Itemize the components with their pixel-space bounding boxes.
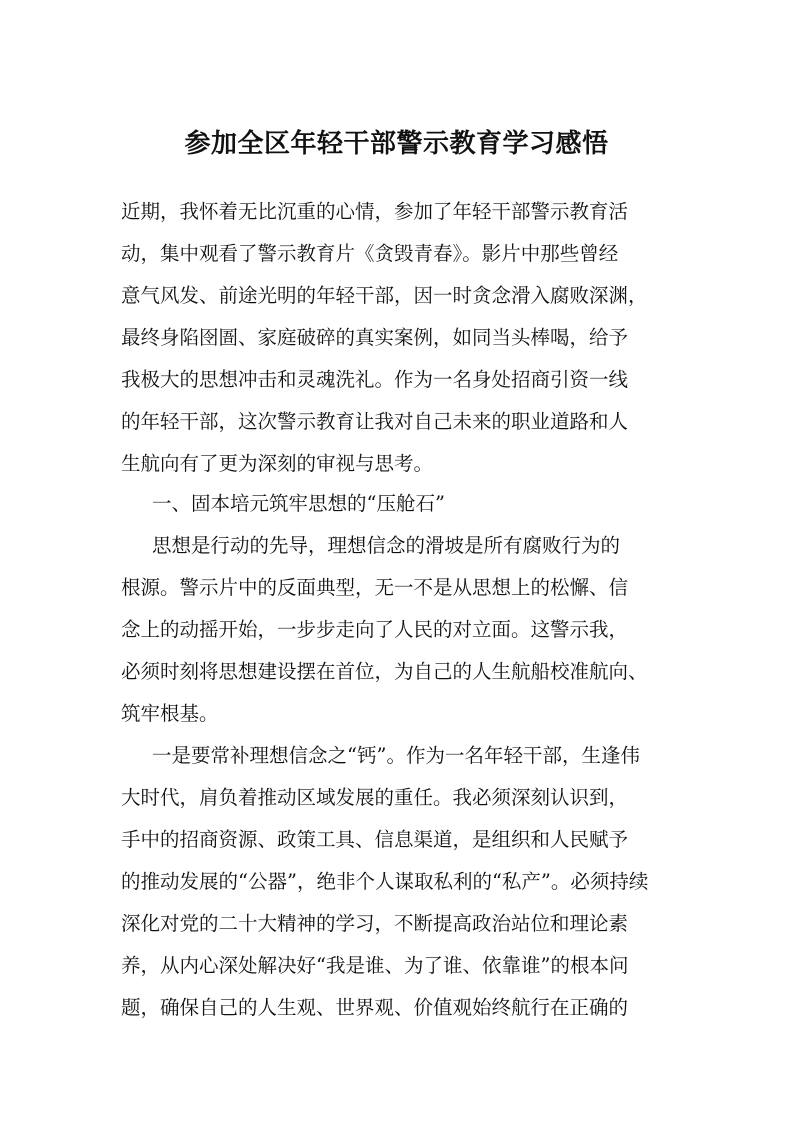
paragraph-line: 筑牢根基。: [121, 702, 219, 725]
paragraph-line: 思想是行动的先导，理想信念的滑坡是所有腐败行为的: [152, 534, 621, 557]
paragraph-line: 意气风发、前途光明的年轻干部，因一时贪念滑入腐败深渊，: [121, 284, 648, 307]
paragraph-line: 近期，我怀着无比沉重的心情，参加了年轻干部警示教育活: [121, 200, 629, 223]
paragraph-line: 的年轻干部，这次警示教育让我对自己未来的职业道路和人: [121, 410, 629, 433]
paragraph-line: 大时代，肩负着推动区域发展的重任。我必须深刻认识到，: [121, 786, 629, 809]
paragraph-line: 根源。警示片中的反面典型，无一不是从思想上的松懈、信: [121, 576, 629, 599]
paragraph-line: 深化对党的二十大精神的学习，不断提高政治站位和理论素: [121, 912, 629, 935]
paragraph-line: 的推动发展的“公器”，绝非个人谋取私利的“私产”。必须持续: [121, 870, 649, 893]
section-heading: 一、固本培元筑牢思想的“压舱石”: [152, 492, 445, 515]
paragraph-line: 生航向有了更为深刻的审视与思考。: [121, 452, 434, 475]
paragraph-line: 手中的招商资源、政策工具、信息渠道，是组织和人民赋予: [121, 828, 629, 851]
paragraph-line: 养，从内心深处解决好“我是谁、为了谁、依靠谁”的根本问: [121, 954, 629, 977]
paragraph-line: 动，集中观看了警示教育片《贪毁青春》。影片中那些曾经: [121, 242, 619, 265]
paragraph-line: 必须时刻将思想建设摆在首位，为自己的人生航船校准航向、: [121, 660, 648, 683]
paragraph-line: 一是要常补理想信念之“钙”。作为一名年轻干部，生逢伟: [152, 744, 640, 767]
paragraph-line: 我极大的思想冲击和灵魂洗礼。作为一名身处招商引资一线: [121, 368, 629, 391]
paragraph-line: 题，确保自己的人生观、世界观、价值观始终航行在正确的: [121, 996, 629, 1019]
paragraph-line: 最终身陷囹圄、家庭破碎的真实案例，如同当头棒喝，给予: [121, 326, 629, 349]
document-title: 参加全区年轻干部警示教育学习感悟: [184, 129, 609, 159]
paragraph-line: 念上的动摇开始，一步步走向了人民的对立面。这警示我，: [121, 618, 629, 641]
